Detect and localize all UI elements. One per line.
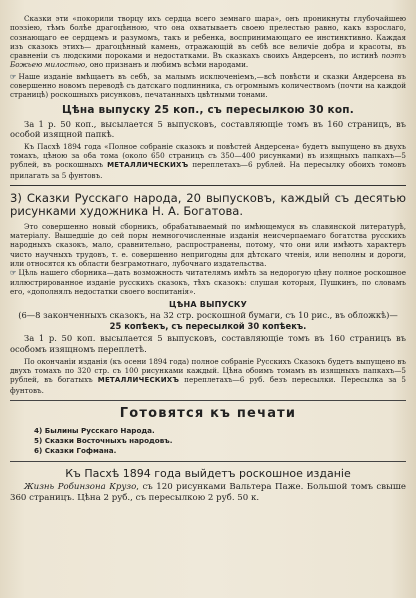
- preparing-title: Готовятся къ печати: [119, 405, 297, 421]
- price-text-andersen: За 1 р. 50 коп., высылается 5 выпусковъ, составляющіе томъ въ 160 страницъ, въ особой изящной папкѣ.: [10, 118, 406, 140]
- section-divider: [10, 185, 406, 186]
- announcement-text: Жизнь Робинзона Крузо, съ 120 рисунками Вальтера Паже. Большой томъ свыше 360 страницъ. Цѣна 2 руб., съ пересылкою 2 руб. 50 к.: [10, 481, 406, 503]
- list-item: 4) Былины Русскаго Народа.: [34, 425, 155, 435]
- easter-notice-andersen: Къ Пасхѣ 1894 года «Полное собраніе сказокъ и повѣстей Андерсена» будетъ выпущено въ двухъ томахъ, цѣною за оба тома (около 650 страницъ съ 350—400 рисунками) въ изящныхъ папкахъ—5 рублей, въ роскошныхъ МЕТАЛЛИЧЕСКИХЪ переплетахъ—6 рублей. На пересылку обоихъ томовъ прилагать за 5 фунтовъ.: [10, 141, 406, 180]
- pointing-hand-icon: ☞: [10, 268, 17, 278]
- section-divider: [10, 400, 406, 401]
- list-item: 6) Сказки Гофмана.: [34, 445, 117, 455]
- list-item: 5) Сказки Восточныхъ народовъ.: [34, 435, 173, 445]
- price-line-1: (6—8 законченныхъ сказокъ, на 32 стр. роскошной бумаги, съ 10 рис., въ обложкѣ)—: [18, 310, 398, 321]
- pointing-hand-icon: ☞: [10, 71, 17, 81]
- announcement-title: Къ Пасхѣ 1894 года выйдетъ роскошное изданіе: [65, 466, 351, 480]
- intro-paragraph-2: ☞ Наше изданіе вмѣщаетъ въ себѣ, за малымъ исключеніемъ,—всѣ повѣсти и сказки Андерсена въ совершенно новомъ переводѣ съ датскаго подлинника, съ огромнымъ количествомъ (почти на каждой страницѣ) роскошныхъ рисунковъ, печатанныхъ цвѣтными тонами.: [10, 71, 406, 100]
- section3-heading: 3) Сказки Русскаго народа, 20 выпусковъ, каждый съ десятью рисунками художника Н. А. Богатова.: [10, 191, 406, 219]
- intro-paragraph-1: Сказки эти «покорили творцу ихъ сердца всего земнаго шара», онъ проникнуты глубочайшею поэзіею, тѣмъ болѣе драгоцѣнною, что она охватываетъ своею прелестью равно, какъ взрослаго, сознающаго ее сердцемъ и разумомъ, такъ и ребенка, воспринимающаго ее инстинктивно. Каждая изъ сказокъ этихъ— драгоцѣнный камень, отражающій въ себѣ все величіе добра и красоты, въ сравненіи съ людскими пороками и недостатками. Въ сказкахъ своихъ Андерсенъ, по истинѣ поэтъ Божьею милостью, оно признанъ и любимъ всѣми народами.: [10, 14, 406, 70]
- section-divider: [10, 461, 406, 462]
- preparing-list: [10, 426, 406, 456]
- section3-paragraph-2: ☞ Цѣль нашего сборника—дать возможность читателямъ имѣть за недорогую цѣну полное роскошное иллюстрированное изданіе русскихъ сказокъ, тѣхъ сказокъ: слушая которыя, Пушкинъ, по словамъ его, «дополнялъ недостатки своего воспитанія».: [10, 268, 406, 296]
- price-label-russian: ЦѢНА ВЫПУСКУ: [168, 300, 248, 310]
- price-line-2: 25 копѣекъ, съ пересылкой 30 копѣекъ.: [109, 320, 307, 331]
- section3-paragraph-1: Это совершенно новый сборникъ, обрабатываемый по имѣющемуся въ славянской литературѣ, матеріалу. Вышедшіе до сей поры немногочисленные изданія неисчерпаемаго богатства русскихъ народныхъ сказокъ, мало, сравнительно, распространены, потому, что они или имѣютъ характеръ чисто научныхъ трудовъ, т. е. совершенно непригодны для дѣтскаго чтенія, или неполны и дороги, или относятся къ области безграмотнаго, лубочнаго издательства.: [10, 221, 406, 269]
- after-notice-russian: По окончаніи изданія (къ осени 1894 года) полное собраніе Русскихъ Сказокъ будетъ выпущено въ двухъ томахъ по 320 стр. съ 100 рисунками каждый. Цѣна обоимъ томамъ въ изящныхъ папкахъ—5 рублей, въ богатыхъ МЕТАЛЛИЧЕСКИХЪ переплетахъ—6 руб. безъ пересылки. Пересылка за 5 фунтовъ.: [10, 356, 406, 395]
- price-title-andersen: Цѣна выпуску 25 коп., съ пересылкою 30 коп.: [62, 103, 354, 116]
- price-text-russian: За 1 р. 50 коп. высылается 5 выпусковъ, составляющіе томъ въ 160 страницъ въ особомъ изящномъ переплетѣ.: [10, 333, 406, 355]
- intro-emphasis: поэтъ Божьею милостью: [10, 51, 406, 70]
